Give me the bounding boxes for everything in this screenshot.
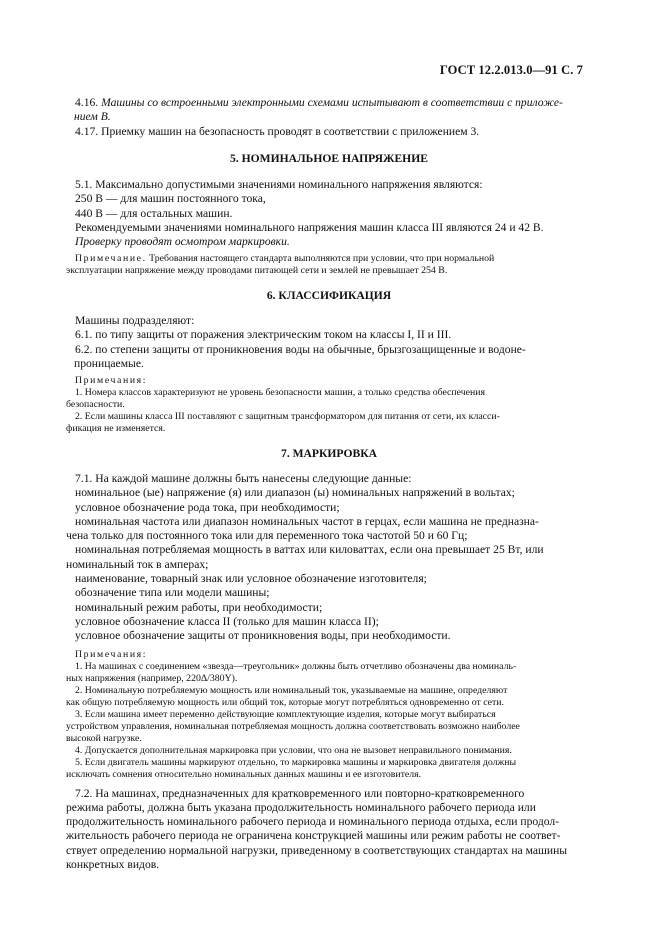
section-7-note-2-cont: как общую потребляемую мощность или общий ток, которые могут потребляться одновременно от сети.	[66, 696, 504, 708]
clause-7-2-line-2: режима работы, должна быть указана продолжительность номинального рабочего периода или	[66, 800, 536, 814]
intro-block	[75, 96, 583, 139]
check-method-line: Проверку проводят осмотром маркировки.	[75, 235, 290, 249]
clause-5-1: 5.1. Максимально допустимыми значениями номинального напряжения являются:	[75, 178, 483, 191]
clause-6-2-cont: проницаемые.	[74, 356, 144, 370]
marking-item-2: условное обозначение рода тока, при необходимости;	[75, 500, 340, 514]
clause-4-16-cont: нием В.	[74, 110, 111, 124]
section-7-note-3: 3. Если машина имеет переменно действующие комплектующие изделия, которые могут выбираться	[75, 708, 496, 720]
section-5-title: 5. НОМИНАЛЬНОЕ НАПРЯЖЕНИЕ	[230, 152, 428, 165]
section-6-notes-label: Примечания:	[75, 375, 148, 387]
voltage-other-line: 440 В — для остальных машин.	[75, 206, 233, 220]
marking-item-4: номинальная потребляемая мощность в ваттах или киловаттах, если она превышает 25 Вт, или	[75, 543, 544, 557]
clause-4-16	[75, 96, 583, 110]
section-5-body	[66, 178, 583, 277]
clause-7-2-line-1: 7.2. На машинах, предназначенных для кратковременного или повторно-кратковременного	[75, 786, 525, 800]
section-7-note-5: 5. Если двигатель машины маркируют отдельно, то маркировка машины и маркировка двигателя должны	[75, 756, 517, 768]
section-7-note-5-cont: исключать сомнения относительно номинальных данных машины и ее изготовителя.	[66, 768, 422, 780]
marking-item-1: номинальное (ые) напряжение (я) или диапазон (ы) номинальных напряжений в вольтах;	[75, 486, 515, 500]
clause-4-17: 4.17. Приемку машин на безопасность проводят в соответствии с приложением 3.	[75, 124, 480, 138]
section-7-note-1: 1. На машинах с соединением «звезда—треугольник» должны быть отчетливо обозначены два номиналь-	[75, 660, 517, 672]
clause-7-2-line-4: жительность рабочего периода не ограничена конструкцией машины или режим работы не соответ-	[66, 829, 561, 843]
note-text: Требования настоящего стандарта выполняются при условии, что при нормальной	[149, 253, 495, 265]
page-header: ГОСТ 12.2.013.0—91 С. 7	[439, 63, 583, 77]
section-7-note-1-cont: ных напряжения (например, 220Δ/380Y).	[66, 672, 238, 684]
clause-7-2	[66, 786, 583, 873]
clause-7-1: 7.1. На каждой машине должны быть нанесены следующие данные:	[75, 472, 412, 485]
clause-6-2: 6.2. по степени защиты от проникновения воды на обычные, брызгозащищенные и водоне-	[75, 342, 526, 356]
marking-item-8: условное обозначение класса II (только для машин класса II);	[75, 614, 379, 628]
section-6-body	[66, 314, 583, 435]
class-iii-voltage-line: Рекомендуемыми значениями номинального напряжения машин класса III являются 24 и 42 В.	[75, 220, 544, 234]
marking-item-9: условное обозначение защиты от проникновения воды, при необходимости.	[75, 629, 451, 643]
section-7-note-2: 2. Номинальную потребляемую мощность или номинальный ток, указываемые на машине, определяют	[75, 684, 508, 696]
section-6-note-2: 2. Если машины класса III поставляют с защитным трансформатором для питания от сети, их класси-	[75, 411, 500, 423]
clause-7-2-line-3: продолжительность номинального рабочего периода и номинального периода отдыха, если продол-	[66, 815, 560, 829]
section-7-note-3-cont-1: устройством управления, номинальная потребляемая мощность должна соответствовать возможно наиболее	[66, 720, 520, 732]
voltage-dc-line: 250 В — для машин постоянного тока,	[75, 192, 266, 206]
section-6-note-1: 1. Номера классов характеризуют не уровень безопасности машин, а только средства обеспечения	[75, 387, 486, 399]
section-5-note	[75, 253, 583, 265]
clause-6-1: 6.1. по типу защиты от поражения электрическим током на классы I, II и III.	[75, 328, 452, 342]
section-7-note-3-cont-2: высокой нагрузке.	[66, 732, 142, 744]
section-7-title: 7. МАРКИРОВКА	[281, 447, 377, 460]
note-label: Примечание.	[75, 253, 147, 265]
section-7-notes-label: Примечания:	[75, 648, 148, 660]
marking-item-3: номинальная частота или диапазон номинальных частот в герцах, если машина не предназна-	[75, 514, 539, 528]
section-6-note-1-cont: безопасности.	[66, 399, 125, 411]
section-7-note-4: 4. Допускается дополнительная маркировка при условии, что она не вызовет неправильного понимания.	[75, 744, 512, 756]
marking-item-7: номинальный режим работы, при необходимости;	[75, 600, 323, 614]
clause-4-16-text: Машины со встроенными электронными схемами испытывают в соответствии с приложе-	[101, 96, 563, 109]
marking-item-3-cont: чена только для постоянного тока или для переменного тока частотой 50 и 60 Гц;	[66, 529, 468, 543]
section-7-body	[66, 472, 583, 872]
clause-7-2-line-6: конкретных видов.	[66, 858, 160, 872]
section-6-intro: Машины подразделяют:	[75, 314, 195, 327]
marking-item-6: обозначение типа или модели машины;	[75, 586, 270, 600]
section-6-title: 6. КЛАССИФИКАЦИЯ	[266, 289, 392, 302]
clause-7-2-line-5: ствует определению нормальной нагрузки, приведенному в соответствующих стандартах на машины	[66, 843, 568, 857]
marking-item-4-cont: номинальный ток в амперах;	[66, 557, 209, 571]
section-5-note-cont: эксплуатации напряжение между проводами питающей сети и землей не превышает 254 В.	[66, 265, 448, 277]
marking-item-5: наименование, товарный знак или условное обозначение изготовителя;	[75, 572, 427, 586]
section-6-note-2-cont: фикация не изменяется.	[66, 423, 166, 435]
clause-4-16-number: 4.16.	[75, 96, 99, 109]
